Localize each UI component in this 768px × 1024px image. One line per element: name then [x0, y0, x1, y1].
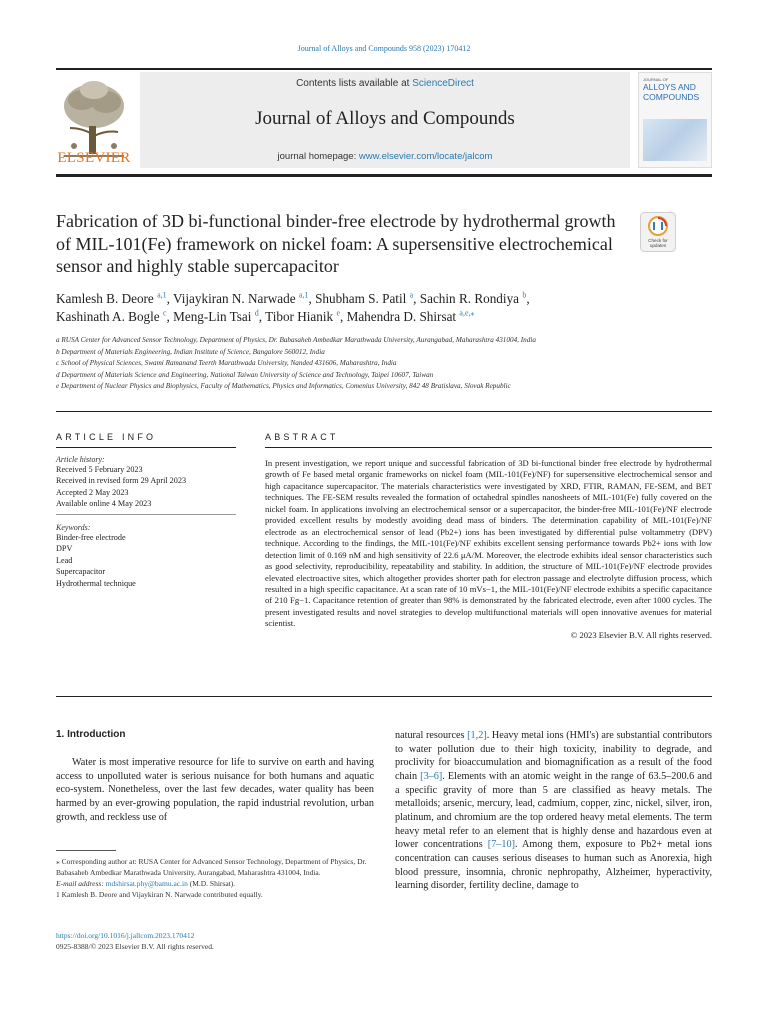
author-affiliation-sup[interactable]: d [254, 308, 259, 318]
author-affiliation-sup[interactable]: c [162, 308, 167, 318]
cover-artwork [643, 119, 707, 161]
introduction-right-paragraph [395, 729, 712, 893]
author-affiliation-sup[interactable]: a,1 [157, 290, 167, 300]
check-for-updates-label: Check for updates [648, 238, 668, 248]
keyword: Lead [56, 555, 73, 565]
equal-contribution-note: 1 Kamlesh B. Deore and Vijaykiran N. Narwade contributed equally. [56, 890, 263, 899]
check-for-updates-badge[interactable] [640, 212, 676, 252]
author-name[interactable]: Meng-Lin Tsai [173, 309, 252, 324]
author-affiliation-sup[interactable]: e [336, 308, 340, 318]
keyword: Hydrothermal technique [56, 578, 136, 588]
abstract-heading: ABSTRACT [265, 432, 339, 442]
doi-block [56, 930, 374, 952]
affiliation-a: a RUSA Center for Advanced Sensor Technology, Department of Physics, Dr. Babasaheb Ambedkar Marathwada University, Aurangabad, Maharashtra 431004, India [56, 336, 536, 344]
author-list: Kamlesh B. Deore $^{a,1}$, Vijaykiran N. Narwade $^{a,1}$, Shubham S. Patil $^a$, Sachin R. Rondiya $^b$, Kashinath A. Bogle $^c$, Meng-Lin Tsai $^d$, Tibor Hianik $^e$, Mahendra D. Shirsat $^{a,e,⁎}$ [56, 290, 530, 324]
keywords-label: Keywords: [56, 523, 91, 532]
homepage-prefix: journal homepage: [277, 151, 359, 162]
sciencedirect-link[interactable]: ScienceDirect [412, 78, 474, 89]
cover-title-line2: COMPOUNDS [643, 92, 700, 102]
homepage-link[interactable]: www.elsevier.com/locate/jalcom [358, 151, 493, 162]
introduction-left-paragraph: Water is most imperative resource for life to survive on earth and having access to unpolluted water is serious nuisance for both humans and aquatic eco-system. Nonetheless, over the last few decades, water quality has been harmed by an ever-growing population, the rapid industrial revolution, urban growth, and reckless use of [56, 757, 374, 823]
introduction-heading: 1. Introduction [56, 729, 126, 740]
author-name[interactable]: Tibor Hianik [265, 309, 334, 324]
author-name[interactable]: Sachin R. Rondiya [419, 291, 520, 306]
email-label: E-mail address: [56, 879, 106, 888]
journal-title: Journal of Alloys and Compounds [255, 108, 515, 129]
contents-available [140, 78, 630, 89]
keyword: DPV [56, 544, 73, 554]
intro-text: natural resources [395, 730, 468, 741]
affiliation-d: d Department of Materials Science and Engineering, National Taiwan University of Science and Technology, Taipei 10607, Taiwan [56, 370, 434, 379]
author-affiliation-sup[interactable]: a,e,⁎ [459, 308, 475, 318]
author-name[interactable]: Mahendra D. Shirsat [346, 309, 457, 324]
citation-link[interactable]: [7–10] [487, 839, 515, 851]
footnotes [56, 856, 374, 900]
section-rule [56, 411, 712, 412]
email-note [56, 878, 374, 889]
cover-journal-of: JOURNAL OF [643, 77, 669, 82]
contents-prefix: Contents lists available at [296, 78, 413, 89]
issn-line: 0925-8388/© 2023 Elsevier B.V. All rights reserved. [56, 942, 214, 951]
email-suffix: (M.D. Shirsat). [187, 879, 236, 888]
abstract-text: In present investigation, we report unique and successful fabrication of 3D bi-functional binder free electrode by hydrothermal growth of Fe based metal organic frameworks on nickel foam (MIL-101(Fe)/NF) for supersensitive electrochemical sensor and high capacitance supercapacitor. The materials characteristics were investigated by XRD, FTIR, RAMAN, FE-SEM, and BET techniques. The FE-SEM results revealed the formation of octahedral spindles nanosheets of MIL-101(Fe) fully covered on the nickel foam. In applications involving an electrochemical sensor or a supercapacitor, the binder-free MIL-101(Fe)/NF electrode provided excellent results by modestly avoiding dead mass of binders. The determination capability of MIL-101(Fe)/NF electrode as an electrochemical sensor of lead (Pb2+) ions has been investigated by differential pulse voltammetry (DPV) technique. According to the findings, the MIL-101(Fe)/NF exhibits excellent sensing performance towards Pb2+ ions with low detection limit of 0.169 nM and high sensitivity of 22.6 μA/M. Moreover, the electrode exhibits ideal sensor characteristics such as good selectivity, reproducibility, repeatability and stability. In addition, the structure of MIL-101(Fe)/NF electrode provides elevated electroactive sites, which altogether provides shorter path for electron passage and electrolyte diffusion process, which resulted in a high specific capacitance. At a scan rate of 10 mVs−1, the MIL-101(Fe)/NF electrode exhibits a specific capacitance of 210 Fg−1. Capacitance retention of greater than 98% is demonstrated by the fabricated electrode, even after 1000 cycles. The present investigated results and novel strategies to develop multifunctional materials will open innovative avenues for material scientist. [265, 458, 712, 629]
article-title: Fabrication of 3D bi-functional binder-free electrode by hydrothermal growth of MIL-101(Fe) framework on nickel foam: A supersensitive electrochemical sensor and highly stable supercapacitor [56, 211, 616, 276]
citation-link[interactable]: [3–6] [420, 770, 443, 782]
journal-reference[interactable]: Journal of Alloys and Compounds 958 (2023) 170412 [297, 44, 471, 53]
cover-title-line1: ALLOYS AND [643, 82, 696, 92]
author-affiliation-sup[interactable]: b [522, 290, 527, 300]
header-top-rule [56, 68, 712, 70]
elsevier-wordmark: ELSEVIER [57, 150, 131, 166]
affiliation-e: e Department of Nuclear Physics and Biophysics, Faculty of Mathematics, Physics and Informatics, Comenius University, 842 48 Bratislava, Slovak Republic [56, 382, 511, 390]
author-name[interactable]: Kashinath A. Bogle [56, 309, 160, 324]
abstract-copyright: © 2023 Elsevier B.V. All rights reserved. [570, 629, 712, 640]
history-label: Article history: [56, 455, 105, 464]
keyword: Binder-free electrode [56, 533, 126, 542]
article-info-heading: ARTICLE INFO [56, 432, 157, 442]
doi-link[interactable]: https://doi.org/10.1016/j.jallcom.2023.170412 [56, 931, 195, 940]
header-bottom-rule [56, 174, 712, 177]
abstract-bottom-rule [56, 696, 712, 697]
history-item: Available online 4 May 2023 [56, 499, 152, 509]
affiliation-b: b Department of Materials Engineering, Indian Institute of Science, Bangalore 560012, India [56, 347, 325, 356]
journal-cover-thumbnail[interactable] [638, 72, 712, 168]
article-info-rule [56, 447, 236, 448]
email-link[interactable]: mdshirsat.phy@bamu.ac.in [105, 879, 188, 888]
article-history [56, 455, 246, 510]
corresponding-author-note: ⁎ Corresponding author at: RUSA Center for Advanced Sensor Technology, Department of Physics, Dr. Babasaheb Ambedkar Marathwada University, Aurangabad, Maharashtra 431004, India. [56, 857, 367, 877]
history-item: Received in revised form 29 April 2023 [56, 476, 187, 486]
keyword: Supercapacitor [56, 567, 106, 577]
keywords-rule [56, 514, 236, 515]
author-affiliation-sup[interactable]: a,1 [298, 290, 309, 300]
intro-text: . Among them, exposure to Pb2+ metal ions concentration can causes serious diseases to human such as Anorexia, high blood pressure, insomnia, chronic nephropathy, Alzheimer, hyperactivity, learning disorder, fertility decline, damage to [395, 839, 712, 892]
intro-text: . Heavy metal ions (HMI's) are substantial contributors to water pollution due to their high toxicity, inability to degrade, and proclivity for bioaccumulation and biomagnification as a result of the food chain [395, 730, 712, 782]
history-item: Accepted 2 May 2023 [56, 487, 129, 497]
intro-text: . Elements with an atomic weight in the range of 63.5–200.6 and a specific gravity of more than 5 are classified as heavy metals. The metalloids; arsenic, mercury, lead, cadmium, copper, zinc, nickel, silver, iron, platinum, and chromium are the top ordered heavy metal elements. The term heavy metal refer to an element that is highly dense and hazardous even at lower concentrations [395, 770, 713, 851]
affiliations [56, 335, 712, 393]
author-affiliation-sup[interactable]: a [409, 290, 414, 300]
journal-homepage [140, 151, 630, 162]
author-name[interactable]: Kamlesh B. Deore [56, 291, 154, 306]
author-name[interactable]: Vijaykiran N. Narwade [173, 291, 296, 306]
author-name[interactable]: Shubham S. Patil [315, 291, 407, 306]
affiliation-c: c School of Physical Sciences, Swami Ramanand Teerth Marathwada University, Nanded 431606, Maharashtra, India [56, 359, 397, 367]
abstract-body [265, 458, 712, 641]
keywords [56, 523, 246, 589]
history-item: Received 5 February 2023 [56, 465, 143, 474]
citation-link[interactable]: [1,2] [467, 730, 487, 741]
abstract-rule [265, 447, 712, 448]
footnote-rule [56, 850, 116, 851]
